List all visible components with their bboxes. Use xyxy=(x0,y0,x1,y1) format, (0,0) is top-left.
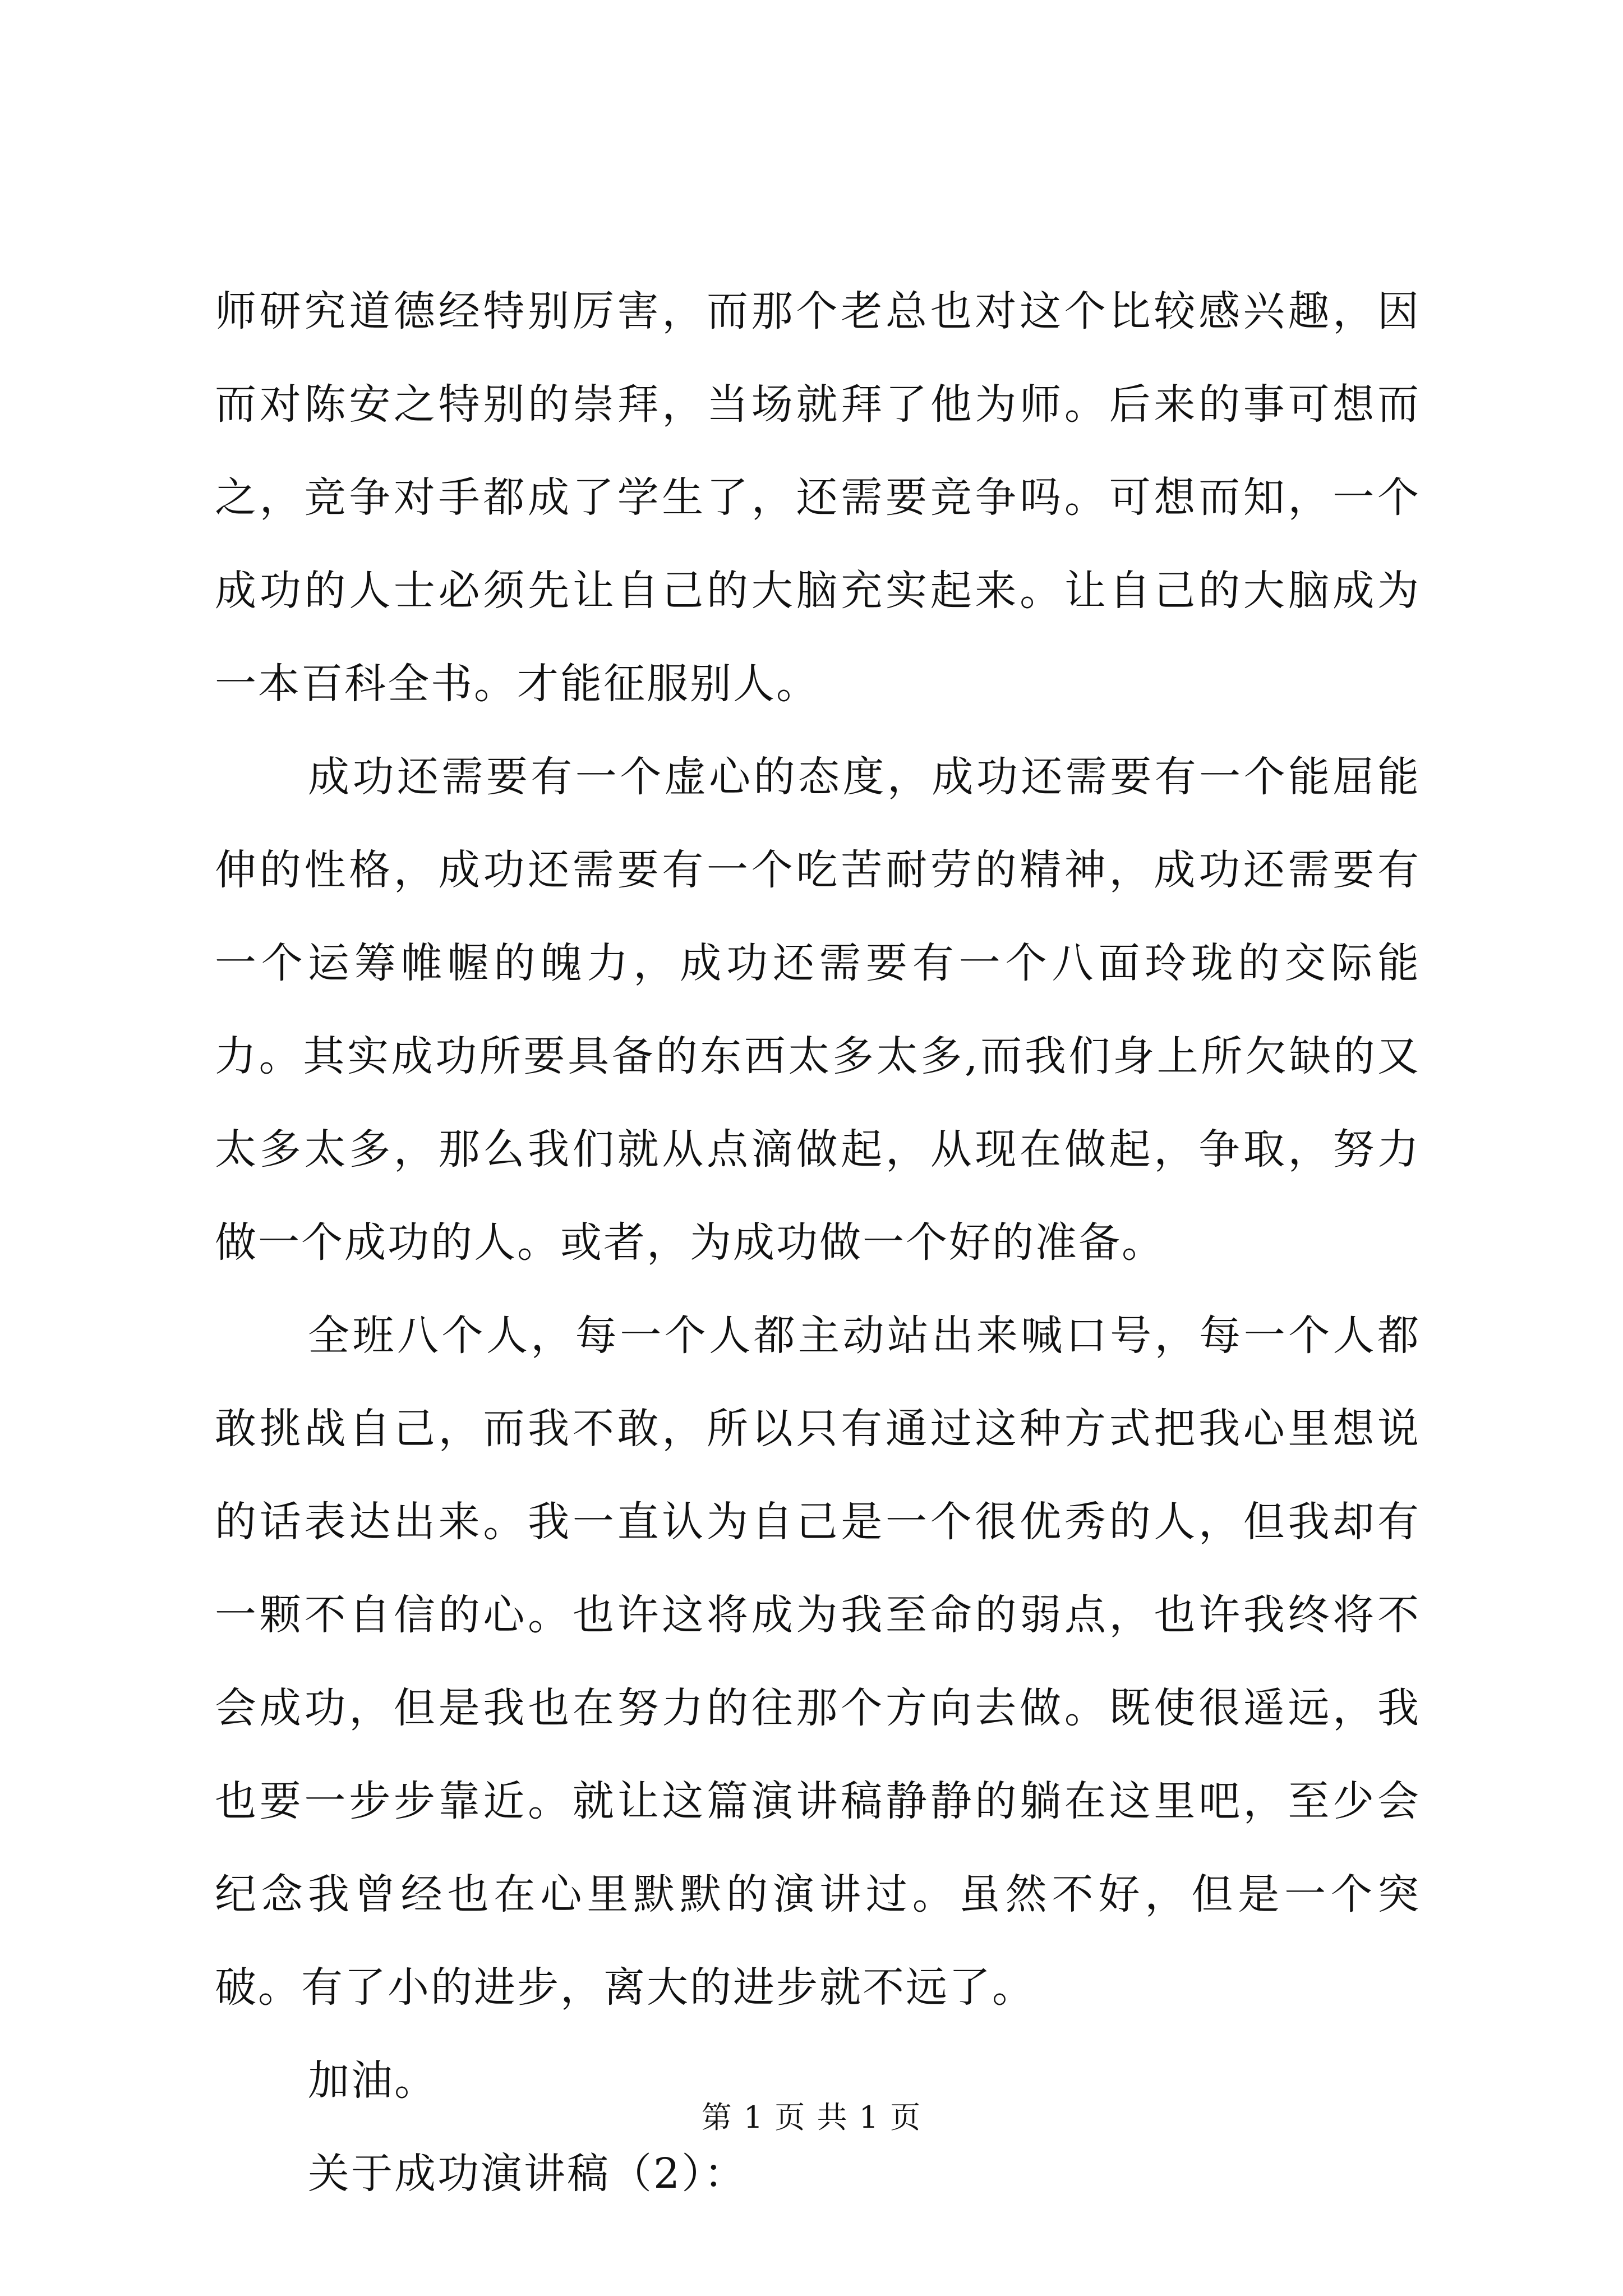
paragraph-cheer: 加油。 xyxy=(308,2056,437,2105)
section-heading: 关于成功演讲稿（2）： xyxy=(308,2150,748,2198)
paragraph-success-qualities: 成功还需要有一个虚心的态度，成功还需要有一个能屈能伸的性格，成功还需要有一个吃苦耐劳的精神，成功还需要有一个运筹帷幄的魄力，成功还需要有一个八面玲珑的交际能力。其实成功所要具备的东西太多太多,而我们身上所欠缺的又太多太多，那么我们就从点滴做起，从现在做起，争取，努力做一个成功的人。或者，为成功做一个好的准备。 xyxy=(215,753,1421,1267)
document-body xyxy=(215,265,1421,2220)
page-number-footer: 第 1 页 共 1 页 xyxy=(701,2100,922,2135)
paragraph-class-confidence: 全班八个人，每一个人都主动站出来喊口号，每一个人都敢挑战自己，而我不敢，所以只有通过这种方式把我心里想说的话表达出来。我一直认为自己是一个很优秀的人，但我却有一颗不自信的心。也许这将成为我至命的弱点，也许我终将不会成功，但是我也在努力的往那个方向去做。既使很遥远，我也要一步步靠近。就让这篇演讲稿静静的躺在这里吧，至少会纪念我曾经也在心里默默的演讲过。虽然不好，但是一个突破。有了小的进步，离大的进步就不远了。 xyxy=(215,1312,1421,2012)
paragraph-continued: 师研究道德经特别厉害，而那个老总也对这个比较感兴趣，因而对陈安之特别的崇拜，当场就拜了他为师。后来的事可想而之，竞争对手都成了学生了，还需要竞争吗。可想而知，一个成功的人士必须先让自己的大脑充实起来。让自己的大脑成为一本百科全书。才能征服别人。 xyxy=(215,287,1421,708)
